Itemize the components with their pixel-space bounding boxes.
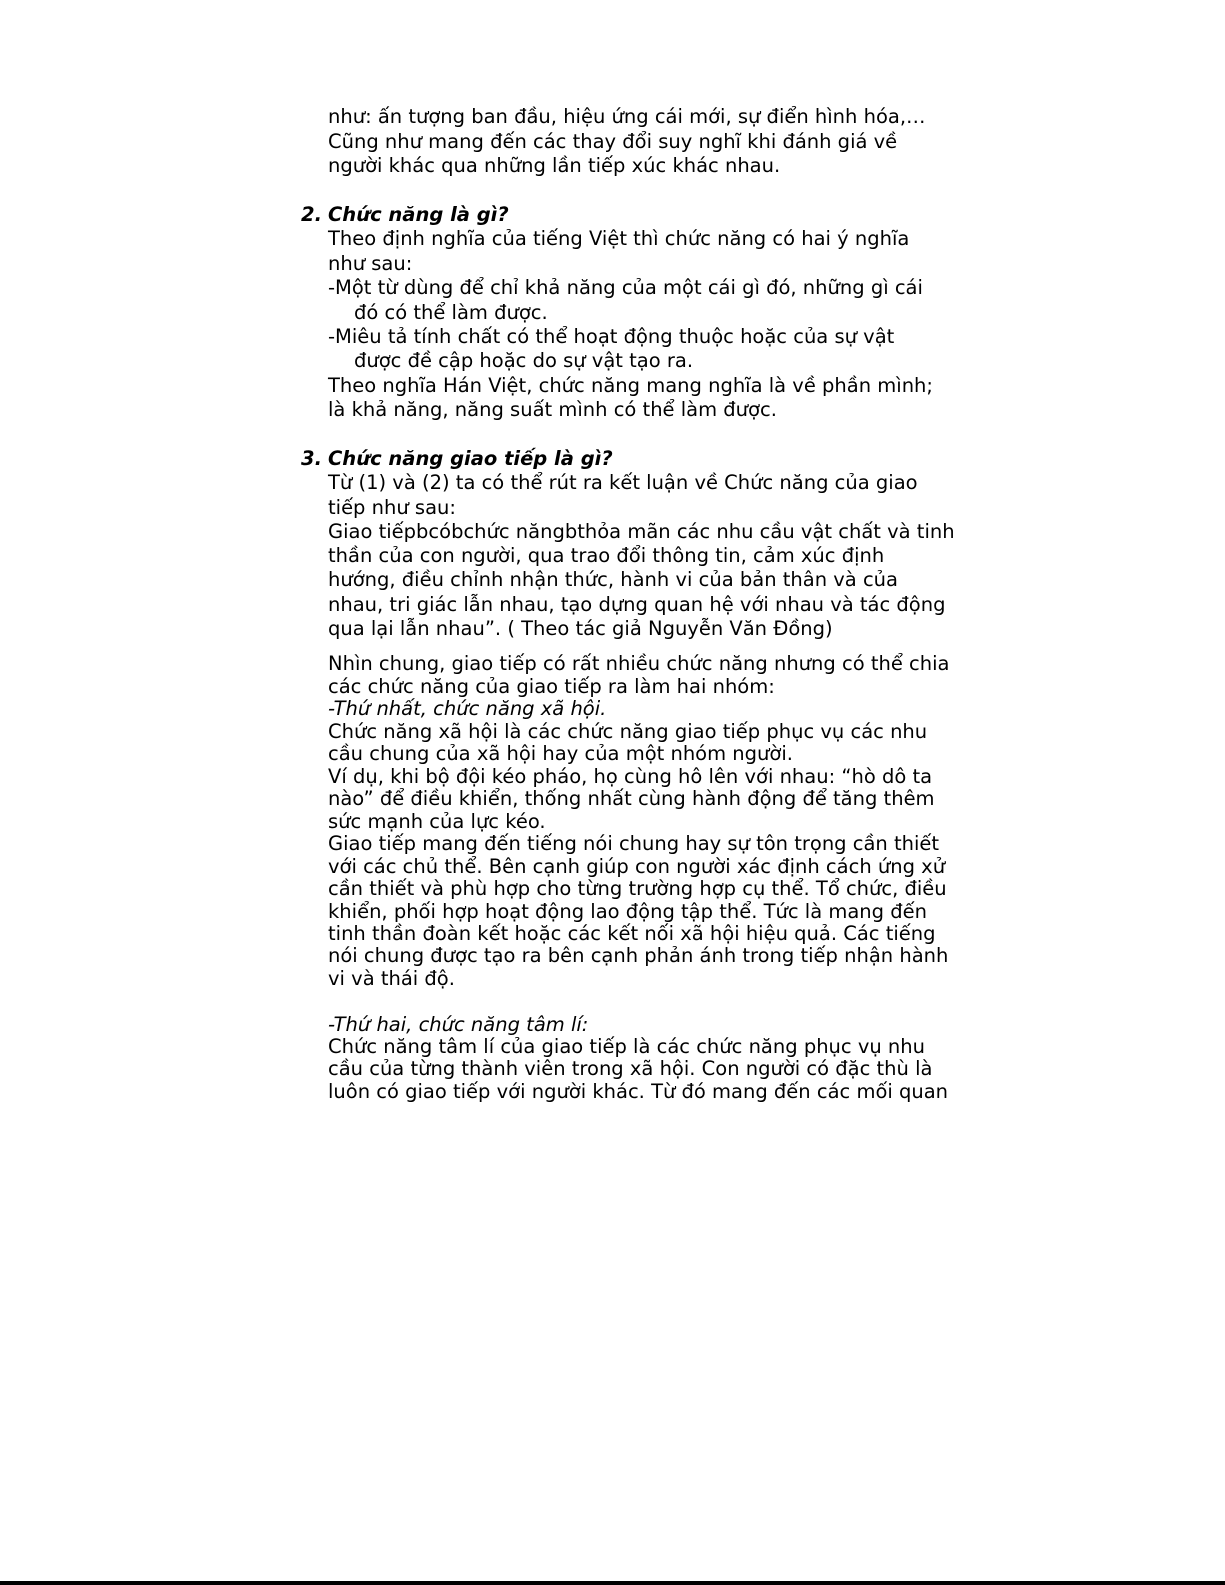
section-3-line-6: nhau, tri giác lẫn nhau, tạo dựng quan hệ với nhau và tác động bbox=[328, 593, 946, 616]
section-3-line-17: với các chủ thể. Bên cạnh giúp con người xác định cách ứng xử bbox=[328, 855, 946, 878]
section-3-line-4: thần của con người, qua trao đổi thông tin, cảm xúc định bbox=[328, 544, 885, 567]
section-3-line-26: luôn có giao tiếp với người khác. Từ đó mang đến các mối quan bbox=[328, 1080, 949, 1103]
section-2-heading: Chức năng là gì? bbox=[328, 203, 509, 226]
section-2-number: 2. bbox=[301, 203, 322, 226]
section-3-line-3: Giao tiếpbcóbchức năngbthỏa mãn các nhu cầu vật chất và tinh bbox=[328, 520, 955, 543]
section-3-heading: Chức năng giao tiếp là gì? bbox=[328, 447, 613, 470]
section-3-line-12: cầu chung của xã hội hay của một nhóm người. bbox=[328, 742, 793, 765]
section-3-line-11: Chức năng xã hội là các chức năng giao tiếp phục vụ các nhu bbox=[328, 720, 928, 743]
intro-line-1: như: ấn tượng ban đầu, hiệu ứng cái mới, sự điển hình hóa,… bbox=[328, 105, 926, 128]
section-3-line-20: tinh thần đoàn kết hoặc các kết nối xã hội hiệu quả. Các tiếng bbox=[328, 922, 936, 945]
section-2-line-8: là khả năng, năng suất mình có thể làm được. bbox=[328, 398, 777, 421]
section-3-line-14: nào” để điều khiển, thống nhất cùng hành động để tăng thêm bbox=[328, 787, 935, 810]
section-3-line-18: cần thiết và phù hợp cho từng trường hợp cụ thể. Tổ chức, điều bbox=[328, 877, 947, 900]
section-2-line-1: Theo định nghĩa của tiếng Việt thì chức năng có hai ý nghĩa bbox=[328, 227, 910, 250]
page-bottom-border bbox=[0, 1581, 1225, 1585]
section-3-line-25: cầu của từng thành viên trong xã hội. Con người có đặc thù là bbox=[328, 1057, 933, 1080]
section-3-line-15: sức mạnh của lực kéo. bbox=[328, 810, 546, 833]
section-3-line-16: Giao tiếp mang đến tiếng nói chung hay sự tôn trọng cần thiết bbox=[328, 832, 940, 855]
section-3-subheading-social: -Thứ nhất, chức năng xã hội. bbox=[328, 697, 607, 720]
section-3-line-24: Chức năng tâm lí của giao tiếp là các chức năng phục vụ nhu bbox=[328, 1035, 926, 1058]
section-3-number: 3. bbox=[301, 447, 322, 470]
section-2-line-4: đó có thể làm được. bbox=[354, 301, 548, 324]
section-2-line-7: Theo nghĩa Hán Việt, chức năng mang nghĩa là về phần mình; bbox=[328, 374, 933, 397]
section-3-line-5: hướng, điều chỉnh nhận thức, hành vi của bản thân và của bbox=[328, 568, 898, 591]
section-3-line-2: tiếp như sau: bbox=[328, 496, 456, 519]
section-3-line-8: Nhìn chung, giao tiếp có rất nhiều chức năng nhưng có thể chia bbox=[328, 652, 950, 675]
section-3-line-19: khiển, phối hợp hoạt động lao động tập thể. Tức là mang đến bbox=[328, 900, 927, 923]
section-2-line-2: như sau: bbox=[328, 252, 413, 275]
section-2-line-6: được đề cập hoặc do sự vật tạo ra. bbox=[354, 349, 694, 372]
section-3-line-21: nói chung được tạo ra bên cạnh phản ánh trong tiếp nhận hành bbox=[328, 944, 949, 967]
section-3-line-13: Ví dụ, khi bộ đội kéo pháo, họ cùng hô lên với nhau: “hò dô ta bbox=[328, 765, 933, 788]
section-2-line-3: -Một từ dùng để chỉ khả năng của một cái gì đó, những gì cái bbox=[328, 276, 923, 299]
section-3-subheading-psych: -Thứ hai, chức năng tâm lí: bbox=[328, 1013, 589, 1036]
intro-line-3: người khác qua những lần tiếp xúc khác nhau. bbox=[328, 154, 781, 177]
section-3-line-1: Từ (1) và (2) ta có thể rút ra kết luận về Chức năng của giao bbox=[328, 471, 918, 494]
section-3-line-9: các chức năng của giao tiếp ra làm hai nhóm: bbox=[328, 675, 775, 698]
section-3-line-7: qua lại lẫn nhau”. ( Theo tác giả Nguyễn Văn Đồng) bbox=[328, 617, 833, 640]
intro-line-2: Cũng như mang đến các thay đổi suy nghĩ khi đánh giá về bbox=[328, 130, 898, 153]
section-2-line-5: -Miêu tả tính chất có thể hoạt động thuộc hoặc của sự vật bbox=[328, 325, 895, 348]
section-3-line-22: vi và thái độ. bbox=[328, 967, 455, 990]
